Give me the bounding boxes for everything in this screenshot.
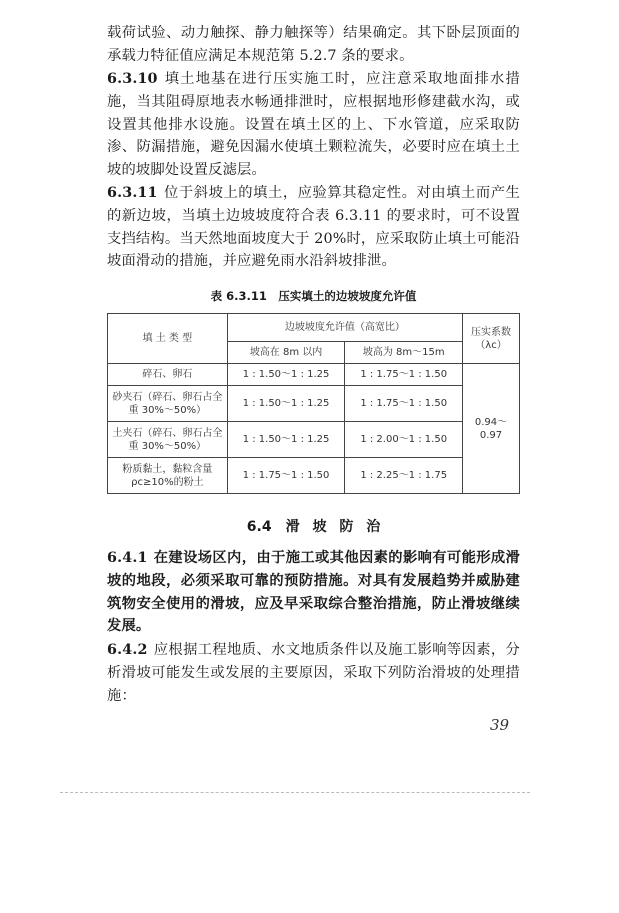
- cell-fill-type: 砂夹石（碎石、卵石占全重 30%～50%）: [108, 386, 228, 422]
- table-row: [108, 386, 520, 422]
- intro-text: 载荷试验、动力触探、静力触探等）结果确定。其下卧层顶面的承载力特征值应满足本规范第 5.2.7 条的要求。: [107, 25, 520, 64]
- section-heading: 6.4 滑 坡 防 治: [246, 519, 381, 535]
- cell-8-15: 1 : 2.25～1 : 1.75: [345, 458, 463, 494]
- header-fill-type: 填 土 类 型: [108, 314, 228, 364]
- compaction-label: 压实系数: [471, 326, 512, 338]
- clause-text: 填土地基在进行压实施工时，应注意采取地面排水措施，当其阻碍原地表水畅通排泄时，应根据地形修建截水沟，或设置其他排水设施。设置在填土区的上、下水管道，应采取防渗、防漏措施，避免因漏水使填土颗粒流失，必要时应在填土土坡的坡脚处设置反滤层。: [107, 71, 520, 179]
- table-row: [108, 422, 520, 458]
- clause-6-3-11: [107, 182, 520, 273]
- cell-8-15: 1 : 2.00～1 : 1.50: [345, 422, 463, 458]
- clause-number: 6.3.10: [107, 71, 158, 87]
- clause-text: 位于斜坡上的填土，应验算其稳定性。对由填土而产生的新边坡，当填土边坡坡度符合表 6.3.11 的要求时，可不设置支挡结构。当天然地面坡度大于 20%时，应采取防止填土可能沿坡面滑动的措施，并应避免雨水沿斜坡排泄。: [107, 185, 520, 270]
- scan-edge-line: [60, 792, 530, 793]
- clause-number: 6.3.11: [107, 185, 158, 201]
- header-slope-group: 边坡坡度允许值（高宽比）: [227, 314, 462, 342]
- intro-paragraph: [107, 22, 520, 68]
- header-compaction: [463, 314, 520, 364]
- clause-number: 6.4.2: [107, 642, 148, 658]
- cell-8-15: 1 : 1.75～1 : 1.50: [345, 364, 463, 386]
- cell-fill-type: 碎石、卵石: [108, 364, 228, 386]
- cell-below-8: 1 : 1.75～1 : 1.50: [227, 458, 345, 494]
- cell-compaction-value: 0.94～0.97: [463, 364, 520, 494]
- slope-table: [107, 313, 520, 494]
- compaction-symbol: （λc）: [475, 339, 507, 351]
- clause-6-3-10: [107, 68, 520, 182]
- cell-below-8: 1 : 1.50～1 : 1.25: [227, 386, 345, 422]
- clause-text: 在建设场区内，由于施工或其他因素的影响有可能形成滑坡的地段，必须采取可靠的预防措施。对具有发展趋势并威胁建筑物安全使用的滑坡，应及早采取综合整治措施，防止滑坡继续发展。: [107, 550, 520, 635]
- cell-fill-type: 粉质黏土，黏粒含量 ρc≥10%的粉土: [108, 458, 228, 494]
- table-title: 表 6.3.11 压实填土的边坡坡度允许值: [210, 289, 417, 303]
- clause-6-4-1: [107, 547, 520, 638]
- table-row: [108, 364, 520, 386]
- header-height-below-8: 坡高在 8m 以内: [227, 342, 345, 364]
- clause-number: 6.4.1: [107, 550, 148, 566]
- table-row: [108, 458, 520, 494]
- cell-below-8: 1 : 1.50～1 : 1.25: [227, 422, 345, 458]
- cell-8-15: 1 : 1.75～1 : 1.50: [345, 386, 463, 422]
- clause-6-4-2: [107, 639, 520, 707]
- table-header-row: [108, 314, 520, 342]
- page-number: 39: [490, 716, 510, 734]
- clause-text: 应根据工程地质、水文地质条件以及施工影响等因素，分析滑坡可能发生或发展的主要原因，采取下列防治滑坡的处理措施：: [107, 642, 520, 704]
- cell-fill-type: 土夹石（碎石、卵石占全重 30%～50%）: [108, 422, 228, 458]
- header-height-8-15: 坡高为 8m～15m: [345, 342, 463, 364]
- cell-below-8: 1 : 1.50～1 : 1.25: [227, 364, 345, 386]
